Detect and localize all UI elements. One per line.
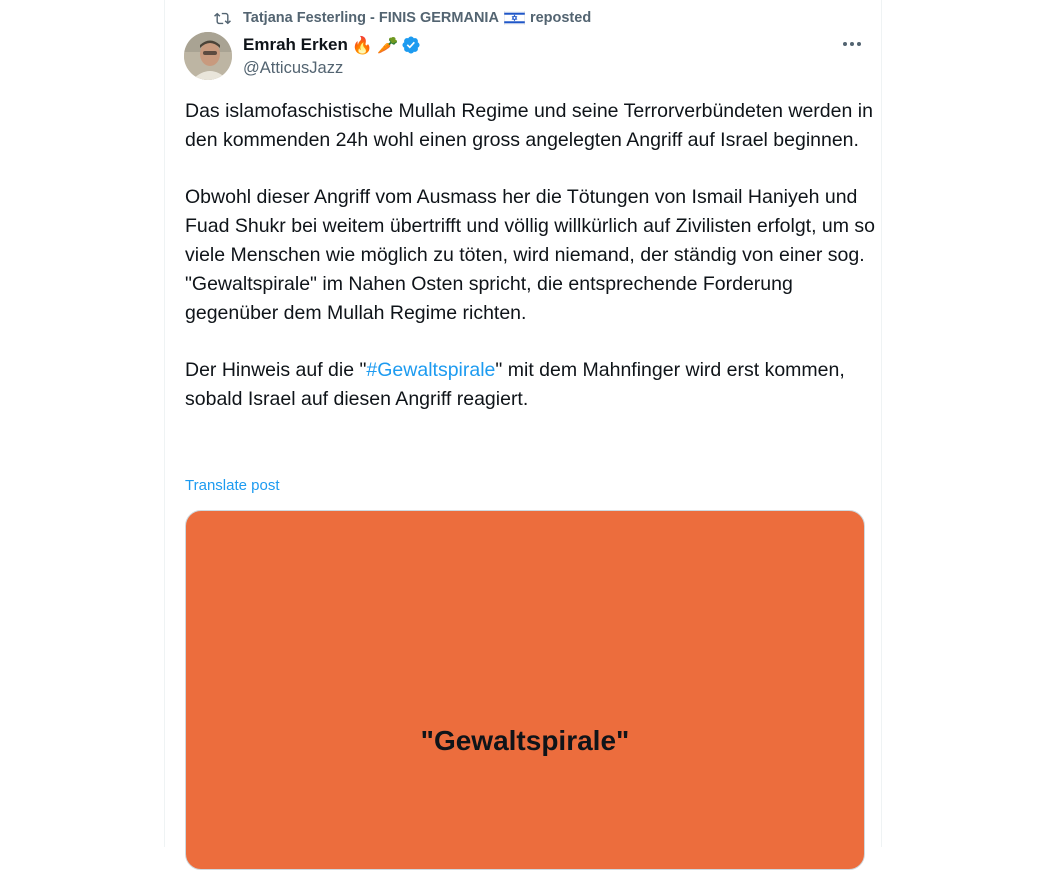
hashtag-link[interactable]: #Gewaltspirale <box>366 359 496 382</box>
verified-badge-icon[interactable] <box>401 35 421 55</box>
avatar[interactable] <box>184 32 232 80</box>
post-paragraph-3 <box>185 356 875 414</box>
fire-emoji-icon: 🔥 <box>351 35 374 55</box>
reposter-name[interactable]: Tatjana Festerling - FINIS GERMANIA <box>243 10 499 26</box>
post-paragraph-1: Das islamofaschistische Mullah Regime und seine Terrorverbündeten werden in den kommenden 24h wohl einen gross angelegten Angriff auf Israel beginnen. <box>185 100 873 151</box>
post-text <box>185 97 875 414</box>
translate-post-link[interactable]: Translate post <box>185 477 280 494</box>
israel-flag-icon <box>504 11 525 25</box>
more-options-button[interactable] <box>837 32 867 56</box>
author-display-name[interactable]: Emrah Erken <box>243 35 348 54</box>
author-handle[interactable]: @AtticusJazz <box>243 59 344 77</box>
repost-suffix: reposted <box>529 10 592 26</box>
post-paragraph-2: Obwohl dieser Angriff vom Ausmass her die Tötungen von Ismail Haniyeh und Fuad Shukr bei weitem übertrifft und völlig willkürlich auf Zivilisten erfolgt, um so viele Menschen wie möglich zu töten, wird niemand, der ständig von einer sog. "Gewaltspirale" im Nahen Osten spricht, die entsprechende Forderung gegenüber dem Mullah Regime richten. <box>185 186 876 324</box>
repost-icon <box>213 10 232 27</box>
paragraph-3-before: Der Hinweis auf die " <box>185 359 367 382</box>
author-name-line[interactable] <box>243 34 421 56</box>
post-column <box>164 0 882 847</box>
media-image[interactable] <box>185 510 865 870</box>
carrot-emoji-icon: 🥕 <box>377 35 399 55</box>
paragraph-3-after: " mit dem Mahnfinger wird erst kommen, sobald Israel auf diesen Angriff reagiert. <box>185 359 845 410</box>
repost-context[interactable] <box>213 9 591 27</box>
more-dots-icon <box>842 41 862 47</box>
avatar-image <box>184 32 232 80</box>
media-caption: "Gewaltspirale" <box>420 725 630 756</box>
